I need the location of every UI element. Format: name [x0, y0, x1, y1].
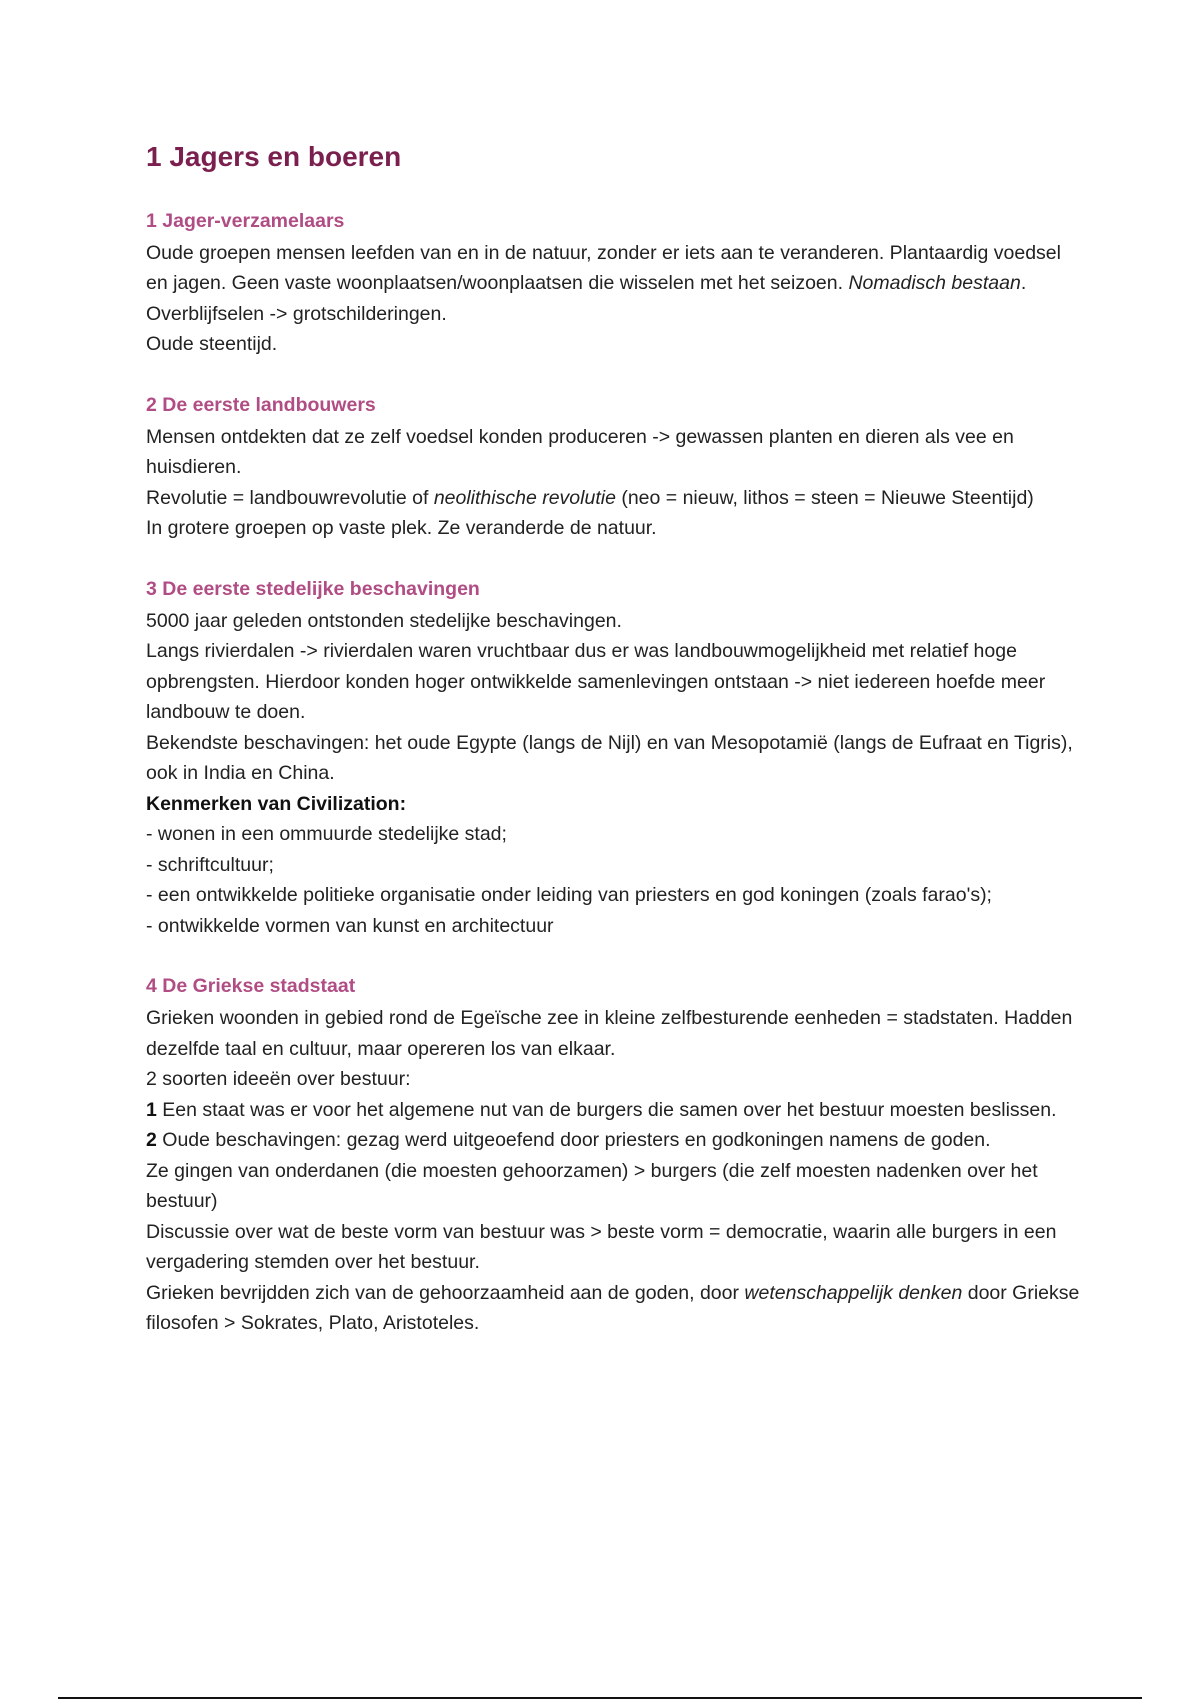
- italic-term: Nomadisch bestaan: [848, 272, 1021, 295]
- page-bottom-rule: [58, 1697, 1142, 1699]
- section-eerste-landbouwers: [146, 390, 1086, 544]
- italic-term: neolithische revolutie: [433, 486, 616, 509]
- document-page: [146, 140, 1086, 1369]
- paragraph: Bekendste beschavingen: het oude Egypte (langs de Nijl) en van Mesopotamië (langs de Eufraat en Tigris), ook in India en China.: [146, 731, 1073, 785]
- paragraph: [146, 1278, 1086, 1339]
- paragraph: [146, 483, 1086, 514]
- section-heading: 2 De eerste landbouwers: [146, 393, 376, 416]
- paragraph: Oude steentijd.: [146, 333, 278, 356]
- paragraph: 2 soorten ideeën over bestuur:: [146, 1068, 411, 1091]
- paragraph: [146, 238, 1086, 330]
- text-run: Oude beschavingen: gezag werd uitgeoefend door priesters en godkoningen namens de goden.: [156, 1129, 991, 1152]
- item-number: 1: [146, 1098, 157, 1121]
- section-griekse-stadstaat: [146, 971, 1086, 1339]
- paragraph: Langs rivierdalen -> rivierdalen waren vruchtbaar dus er was landbouwmogelijkheid met relatief hoge opbrengsten. Hierdoor konden hoger ontwikkelde samenlevingen ontstaan -> niet iedereen hoefde meer landbouw te doen.: [146, 640, 1046, 724]
- numbered-item: [146, 1095, 1086, 1126]
- text-run: (neo = nieuw, lithos = steen = Nieuwe Steentijd): [615, 486, 1034, 509]
- text-run: Oude groepen mensen leefden van en in de natuur, zonder er iets aan te veranderen. Plantaardig voedsel en jagen. Geen vaste woonplaatsen/woonplaatsen die wisselen met het seizoen.: [146, 241, 1061, 295]
- text-run: Revolutie = landbouwrevolutie of: [146, 486, 434, 509]
- list-item: - een ontwikkelde politieke organisatie onder leiding van priesters en god koningen (zoals farao's);: [146, 884, 992, 907]
- paragraph: 5000 jaar geleden ontstonden stedelijke beschavingen.: [146, 609, 622, 632]
- list-item: - wonen in een ommuurde stedelijke stad;: [146, 823, 507, 846]
- list-item: - ontwikkelde vormen van kunst en architectuur: [146, 914, 554, 937]
- paragraph: [146, 789, 1086, 820]
- text-run: Een staat was er voor het algemene nut van de burgers die samen over het bestuur moesten beslissen.: [156, 1098, 1057, 1121]
- section-stedelijke-beschavingen: [146, 574, 1086, 942]
- section-jager-verzamelaars: [146, 206, 1086, 360]
- section-heading: 1 Jager-verzamelaars: [146, 209, 345, 232]
- text-run: door Griekse filosofen > Sokrates, Plato, Aristoteles.: [146, 1281, 1080, 1335]
- text-run: Grieken bevrijdden zich van de gehoorzaamheid aan de goden, door: [146, 1281, 745, 1304]
- paragraph: Grieken woonden in gebied rond de Egeïsche zee in kleine zelfbesturende eenheden = stadstaten. Hadden dezelfde taal en cultuur, maar opereren los van elkaar.: [146, 1007, 1073, 1060]
- section-heading: 4 De Griekse stadstaat: [146, 975, 356, 998]
- paragraph: Mensen ontdekten dat ze zelf voedsel konden produceren -> gewassen planten en dieren als vee en huisdieren.: [146, 425, 1014, 479]
- item-number: 2: [146, 1129, 157, 1152]
- paragraph: Discussie over wat de beste vorm van bestuur was > beste vorm = democratie, waarin alle burgers in een vergadering stemden over het bestuur.: [146, 1220, 1057, 1274]
- section-heading: 3 De eerste stedelijke beschavingen: [146, 577, 480, 600]
- paragraph: In grotere groepen op vaste plek. Ze veranderde de natuur.: [146, 517, 657, 540]
- bold-label: Kenmerken van Civilization:: [146, 792, 407, 815]
- text-run: . Overblijfselen -> grotschilderingen.: [146, 272, 1027, 325]
- paragraph: Ze gingen van onderdanen (die moesten gehoorzamen) > burgers (die zelf moesten nadenken over het bestuur): [146, 1159, 1038, 1213]
- italic-term: wetenschappelijk denken: [744, 1281, 963, 1304]
- numbered-item: [146, 1125, 1086, 1156]
- list-item: - schriftcultuur;: [146, 853, 274, 876]
- page-title: 1 Jagers en boeren: [146, 141, 402, 172]
